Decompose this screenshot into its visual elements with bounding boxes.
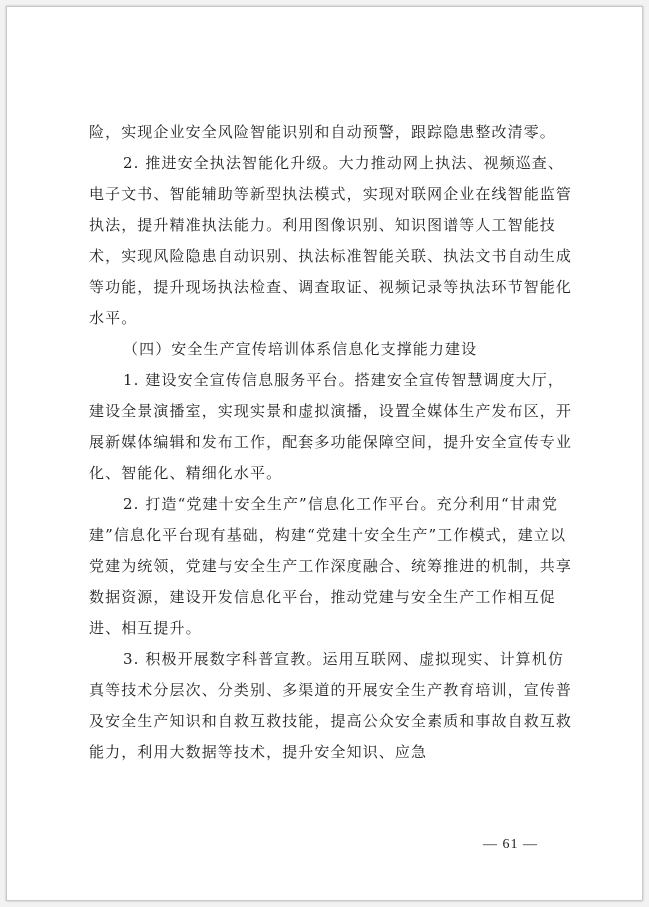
section-heading: （四）安全生产宣传培训体系信息化支撑能力建设 [123, 340, 478, 358]
document-page [6, 6, 643, 901]
paragraph-law-enforcement: 2. 推进安全执法智能化升级。大力推动网上执法、视频巡查、电子文书、智能辅助等新型执法模式，实现对联网企业在线智能监管执法，提升精准执法能力。利用图像识别、知识图谱等人工智能技术，实现风险隐患自动识别、执法标准智能关联、执法文书自动生成等功能，提升现场执法检查、调查取证、视频记录等执法环节智能化水平。 [89, 154, 573, 327]
document-body [89, 117, 579, 768]
paragraph-party-building-platform: 2. 打造“党建十安全生产”信息化工作平台。充分利用“甘肃党建”信息化平台现有基础，构建“党建十安全生产”工作模式，建立以党建为统领，党建与安全生产工作深度融合、统筹推进的机制，共享数据资源，建设开发信息化平台，推动党建与安全生产工作相互促进、相互提升。 [89, 495, 573, 637]
page-number: — 61 — [483, 837, 538, 852]
paragraph-digital-education: 3. 积极开展数字科普宣教。运用互联网、虚拟现实、计算机仿真等技术分层次、分类别、多渠道的开展安全生产教育培训，宣传普及安全生产知识和自救互救技能，提高公众安全素质和事故自救互救能力，利用大数据等技术，提升安全知识、应急 [89, 650, 573, 761]
paragraph-publicity-platform: 1. 建设安全宣传信息服务平台。搭建安全宣传智慧调度大厅，建设全景演播室，实现实景和虚拟演播，设置全媒体生产发布区，开展新媒体编辑和发布工作，配套多功能保障空间，提升安全宣传专业化、智能化、精细化水平。 [89, 371, 573, 482]
paragraph-continuation: 险，实现企业安全风险智能识别和自动预警，跟踪隐患整改清零。 [89, 123, 556, 141]
